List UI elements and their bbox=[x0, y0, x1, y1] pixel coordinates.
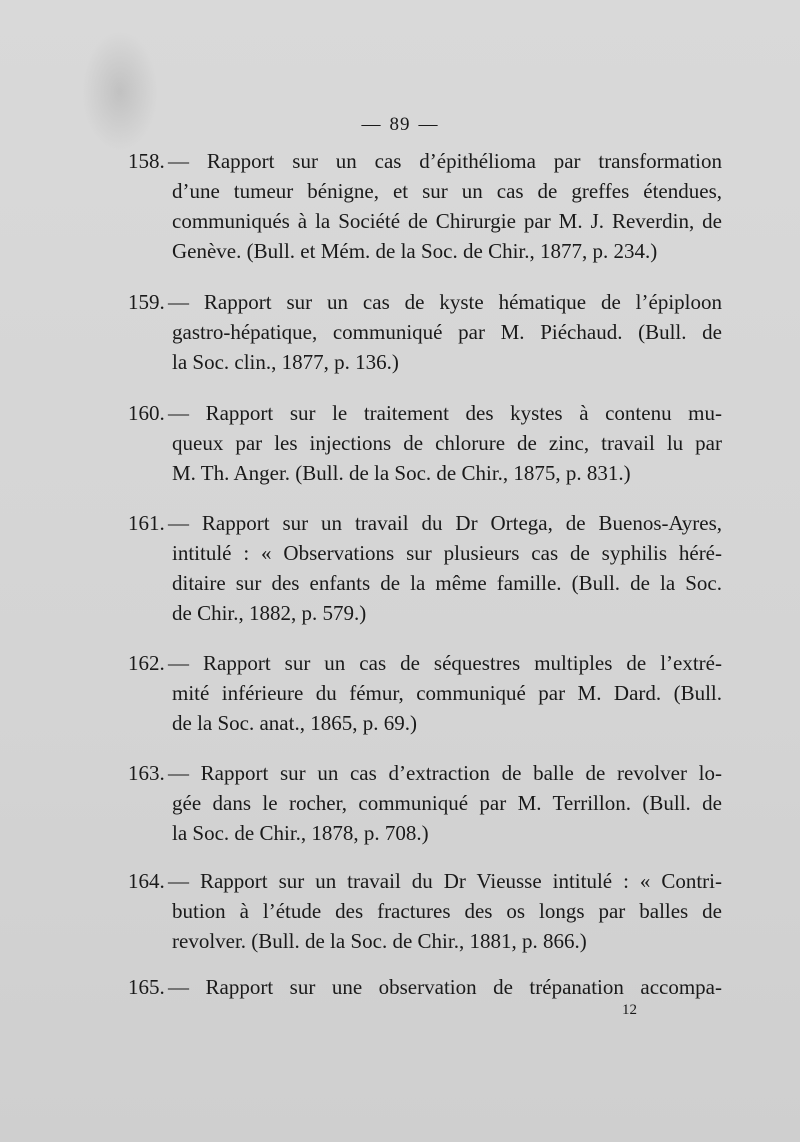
entry-text: — Rapport sur un cas d’extraction de balle de revolver lo- bbox=[168, 761, 722, 785]
entry-line bbox=[128, 758, 722, 788]
signature-mark: 12 bbox=[622, 1002, 637, 1018]
entry-text: — Rapport sur un cas d’épithélioma par transformation bbox=[168, 149, 722, 173]
entry-number: 159. bbox=[128, 290, 165, 314]
entry-158 bbox=[128, 146, 722, 266]
dash-left: — bbox=[361, 114, 382, 135]
entry-line: communiqués à la Société de Chirurgie par M. J. Reverdin, de bbox=[172, 209, 722, 233]
entry-number: 158. bbox=[128, 149, 165, 173]
entry-line bbox=[128, 866, 722, 896]
entry-161 bbox=[128, 508, 722, 628]
entry-line: intitulé : « Observations sur plusieurs cas de syphilis héré- bbox=[172, 541, 722, 565]
entry-text: — Rapport sur le traitement des kystes à contenu mu- bbox=[168, 401, 722, 425]
entry-line: M. Th. Anger. (Bull. de la Soc. de Chir., 1875, p. 831.) bbox=[172, 461, 631, 485]
entry-line bbox=[128, 398, 722, 428]
page-number-value: 89 bbox=[389, 114, 411, 135]
entry-number: 161. bbox=[128, 511, 165, 535]
entry-line bbox=[128, 972, 722, 1002]
entry-line: gée dans le rocher, communiqué par M. Terrillon. (Bull. de bbox=[172, 791, 722, 815]
entry-160 bbox=[128, 398, 722, 488]
entry-line: ditaire sur des enfants de la même famille. (Bull. de la Soc. bbox=[172, 571, 722, 595]
entry-line: Genève. (Bull. et Mém. de la Soc. de Chir., 1877, p. 234.) bbox=[172, 239, 658, 263]
entry-number: 163. bbox=[128, 761, 165, 785]
entry-line: de Chir., 1882, p. 579.) bbox=[172, 601, 367, 625]
entry-line: de la Soc. anat., 1865, p. 69.) bbox=[172, 711, 417, 735]
entry-text: — Rapport sur un travail du Dr Ortega, de Buenos-Ayres, bbox=[168, 511, 722, 535]
entry-number: 165. bbox=[128, 975, 165, 999]
entry-number: 162. bbox=[128, 651, 165, 675]
entry-line: la Soc. clin., 1877, p. 136.) bbox=[172, 350, 399, 374]
entry-line: d’une tumeur bénigne, et sur un cas de greffes étendues, bbox=[172, 179, 722, 203]
entry-text: — Rapport sur une observation de trépanation accompa- bbox=[168, 975, 722, 999]
entry-line: gastro-hépatique, communiqué par M. Piéchaud. (Bull. de bbox=[172, 320, 722, 344]
page-number bbox=[0, 114, 800, 136]
entry-text: — Rapport sur un cas de kyste hématique de l’épiploon bbox=[168, 290, 722, 314]
entry-162 bbox=[128, 648, 722, 738]
entry-text: — Rapport sur un cas de séquestres multiples de l’extré- bbox=[168, 651, 722, 675]
entry-line bbox=[128, 648, 722, 678]
entry-line: la Soc. de Chir., 1878, p. 708.) bbox=[172, 821, 429, 845]
entry-163 bbox=[128, 758, 722, 848]
entry-165 bbox=[128, 972, 722, 1002]
entry-164 bbox=[128, 866, 722, 956]
dash-right: — bbox=[418, 114, 439, 135]
entry-line bbox=[128, 287, 722, 317]
entry-line: revolver. (Bull. de la Soc. de Chir., 1881, p. 866.) bbox=[172, 929, 587, 953]
entry-line bbox=[128, 146, 722, 176]
entry-number: 164. bbox=[128, 869, 165, 893]
entry-line bbox=[128, 508, 722, 538]
entry-line: queux par les injections de chlorure de zinc, travail lu par bbox=[172, 431, 722, 455]
entry-line: mité inférieure du fémur, communiqué par M. Dard. (Bull. bbox=[172, 681, 722, 705]
entry-159 bbox=[128, 287, 722, 377]
entry-number: 160. bbox=[128, 401, 165, 425]
entry-line: bution à l’étude des fractures des os longs par balles de bbox=[172, 899, 722, 923]
entry-text: — Rapport sur un travail du Dr Vieusse intitulé : « Contri- bbox=[168, 869, 722, 893]
